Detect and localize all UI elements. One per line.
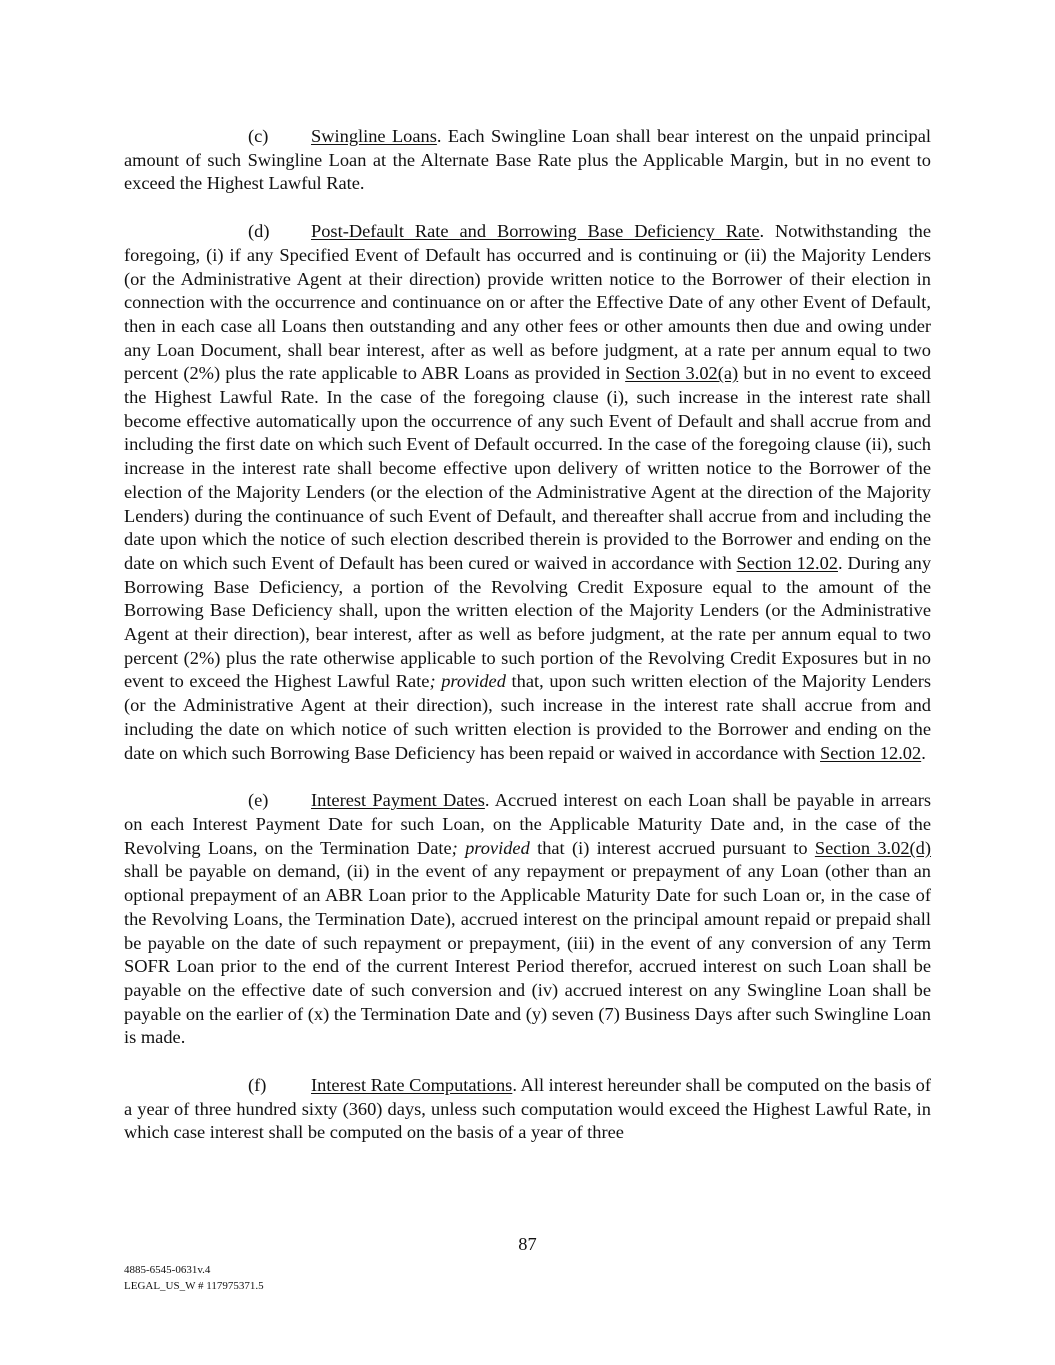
paragraph-c	[124, 125, 931, 196]
paragraph-label: (f)	[248, 1075, 267, 1096]
paragraph-text: that (i) interest accrued pursuant to	[529, 837, 815, 858]
section-heading: Interest Payment Dates	[311, 790, 485, 811]
paragraph-label: (c)	[248, 126, 269, 146]
paragraph-text: but in no event to exceed the Highest Lawful Rate. In the case of the foregoing clause (i), such increase in the interest rate shall become effective automatically upon the occurrence of any such Event of Default and shall accrue from and including the first date on which such Event of Default occurred. In the case of the foregoing clause (ii), such increase in the interest rate shall become effective upon delivery of written notice to the Borrower of the election of the Majority Lenders (or the election of the Administrative Agent at the direction of the Majority Lenders) during the continuance of such Event of Default, and thereafter shall accrue from and including the date upon which the notice of such election described therein is provided to the Borrower and ending on the date on which such Event of Default has been cured or waived in accordance with	[124, 363, 932, 573]
paragraph-text: .	[921, 742, 926, 763]
paragraph-label: (d)	[248, 221, 270, 242]
paragraph-text: . All interest hereunder shall be computed on the basis of a year of three hundred sixty (360) days, unless such computation would exceed the Highest Lawful Rate, in which case interest shall be computed on the basis of a year of three	[124, 1075, 931, 1143]
section-reference: Section 3.02(d)	[814, 837, 931, 858]
paragraph-d	[124, 220, 931, 765]
section-heading: Interest Rate Computations	[311, 1075, 513, 1096]
legal-id: LEGAL_US_W # 117975371.5	[124, 1280, 264, 1292]
paragraph-text: shall be payable on demand, (ii) in the event of any repayment or prepayment of any Loan (other than an optional prepayment of an ABR Loan prior to the Applicable Maturity Date for such Loan or, in the case of the Revolving Loans, the Termination Date), accrued interest on the principal amount repaid or prepaid shall be payable on the date of such repayment or prepayment, (iii) in the event of any conversion of any Term SOFR Loan prior to the end of the current Interest Period therefor, accrued interest on such Loan shall be payable on the effective date of such conversion and (iv) accrued interest on any Swingline Loan shall be payable on the earlier of (x) the Termination Date and (y) seven (7) Business Days after such Swingline Loan is made.	[124, 861, 931, 1048]
section-reference: Section 12.02	[736, 552, 838, 573]
section-reference: Section 12.02	[820, 742, 922, 763]
document-body	[124, 125, 931, 1169]
paragraph-label: (e)	[248, 790, 269, 811]
proviso-term: ; provided	[451, 837, 530, 858]
paragraph-e	[124, 789, 931, 1050]
paragraph-text: that, upon such written election of the Majority Lenders (or the Administrative Agent at their direction), such increase in the interest rate shall accrue from and including the date on which notice of such written election is provided to the Borrower and ending on the date on which such Borrowing Base Deficiency has been repaid or waived in accordance with	[124, 671, 931, 763]
paragraph-text: . Each Swingline Loan shall bear interest on the unpaid principal amount of such Swingline Loan at the Alternate Base Rate plus the Applicable Margin, but in no event to exceed the Highest Lawful Rate.	[124, 126, 931, 194]
section-heading: Post-Default Rate and Borrowing Base Deficiency Rate	[311, 221, 760, 242]
proviso-term: ; provided	[429, 671, 506, 692]
page-number: 87	[518, 1234, 537, 1254]
paragraph-text: . During any Borrowing Base Deficiency, a portion of the Revolving Credit Exposure equal to the amount of the Borrowing Base Deficiency shall, upon the written election of the Majority Lenders (or the Administrative Agent at their direction), bear interest, after as well as before judgment, at the rate per annum equal to two percent (2%) plus the rate otherwise applicable to such portion of the Revolving Credit Exposures but in no event to exceed the Highest Lawful Rate	[124, 552, 932, 692]
paragraph-text: . Notwithstanding the foregoing, (i) if any Specified Event of Default has occurred and is continuing or (ii) the Majority Lenders (or the Administrative Agent at their direction) provide written notice to the Borrower of their election in connection with the occurrence and continuance on or after the Effective Date of any other Event of Default, then in each case all Loans then outstanding and any other fees or other amounts then due and owing under any Loan Document, shall bear interest, after as well as before judgment, at a rate per annum equal to two percent (2%) plus the rate applicable to ABR Loans as provided in	[124, 221, 931, 384]
section-reference: Section 3.02(a)	[625, 363, 739, 384]
document-footer	[124, 1262, 264, 1294]
document-id: 4885-6545-0631v.4	[124, 1264, 211, 1276]
paragraph-text: . Accrued interest on each Loan shall be payable in arrears on each Interest Payment Date for such Loan, on the Applicable Maturity Date and, in the case of the Revolving Loans, on the Termination Date	[124, 790, 931, 858]
paragraph-f	[124, 1074, 931, 1145]
section-heading: Swingline Loans	[311, 126, 437, 146]
